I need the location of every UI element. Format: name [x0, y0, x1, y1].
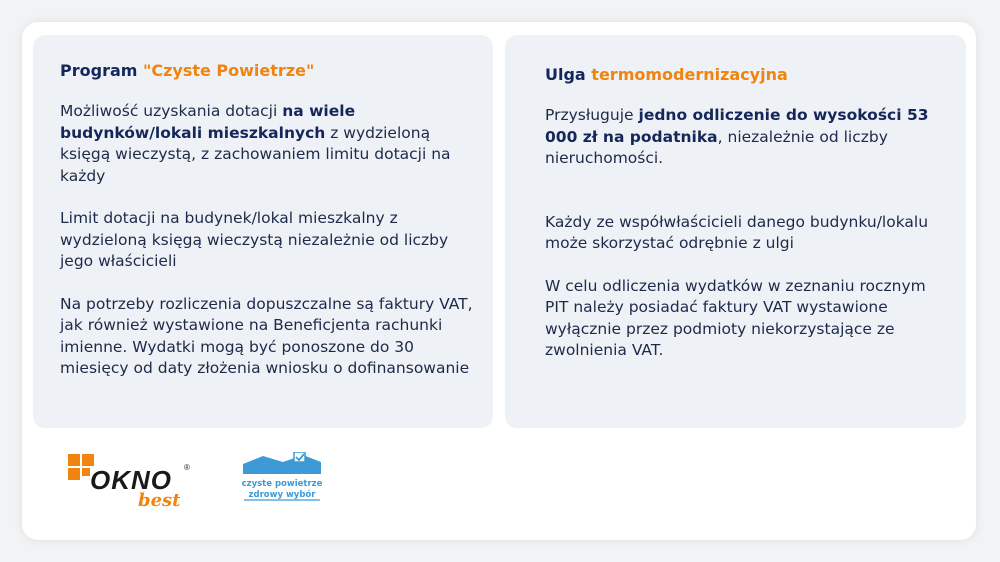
cp-line-1: czyste powietrze — [241, 479, 323, 489]
okno-square-4 — [82, 468, 90, 476]
right-panel-title — [545, 65, 946, 85]
cp-house-shape — [243, 455, 321, 474]
right-title-accent: termomodernizacyjna — [591, 65, 788, 84]
left-p1-text-c: z wydzieloną księgą wieczystą, z zachowaniem limitu dotacji na każdy — [60, 123, 451, 185]
left-paragraph-2: Limit dotacji na budynek/lokal mieszkalny z wydzieloną księgą wieczystą niezależnie od liczby jego właścicieli — [60, 209, 449, 270]
okno-square-1 — [68, 454, 80, 466]
right-p1-bold: jedno odliczenie do wysokości 53 000 zł na podatnika — [545, 106, 929, 146]
left-paragraph-1 — [60, 101, 473, 187]
left-p1-text-a: Możliwość uzyskania dotacji — [60, 102, 283, 120]
okno-registered-mark: ® — [184, 463, 190, 472]
okno-wordmark: OKNO — [90, 465, 172, 495]
czyste-powietrze-logo — [241, 452, 323, 507]
right-paragraph-2: Każdy ze współwłaścicieli danego budynku/lokalu może skorzystać odrębnie z ulgi — [545, 212, 929, 252]
right-p1-text-a: Przysługuje — [545, 106, 639, 124]
okno-best-text: best — [138, 490, 181, 508]
czyste-powietrze-panel — [33, 35, 493, 428]
right-p1-text-c: , niezależnie od liczby nieruchomości. — [545, 127, 888, 167]
left-p1-bold: na wiele budynków/lokali mieszkalnych — [60, 102, 356, 142]
left-paragraph-3: Na potrzeby rozliczenia dopuszczalne są faktury VAT, jak również wystawione na Beneficjenta rachunki imienne. Wydatki mogą być ponoszone do 30 miesięcy od daty złożenia wniosku o dofinansowanie — [60, 294, 473, 377]
left-title-accent: "Czyste Powietrze" — [143, 61, 315, 80]
okno-square-3 — [68, 468, 80, 480]
right-paragraph-3: W celu odliczenia wydatków w zeznaniu rocznym PIT należy posiadać faktury VAT wystawione wyłącznie przez podmioty niekorzystające ze zwolnienia VAT. — [545, 276, 926, 359]
right-paragraph-1 — [545, 105, 946, 170]
ulga-termomodernizacyjna-panel — [505, 35, 966, 428]
okno-best-logo — [66, 452, 192, 508]
cp-line-2: zdrowy wybór — [248, 490, 316, 500]
content-card — [22, 22, 976, 540]
right-title-prefix: Ulga — [545, 65, 592, 84]
left-panel-title — [60, 61, 473, 81]
left-title-prefix: Program — [60, 61, 143, 80]
